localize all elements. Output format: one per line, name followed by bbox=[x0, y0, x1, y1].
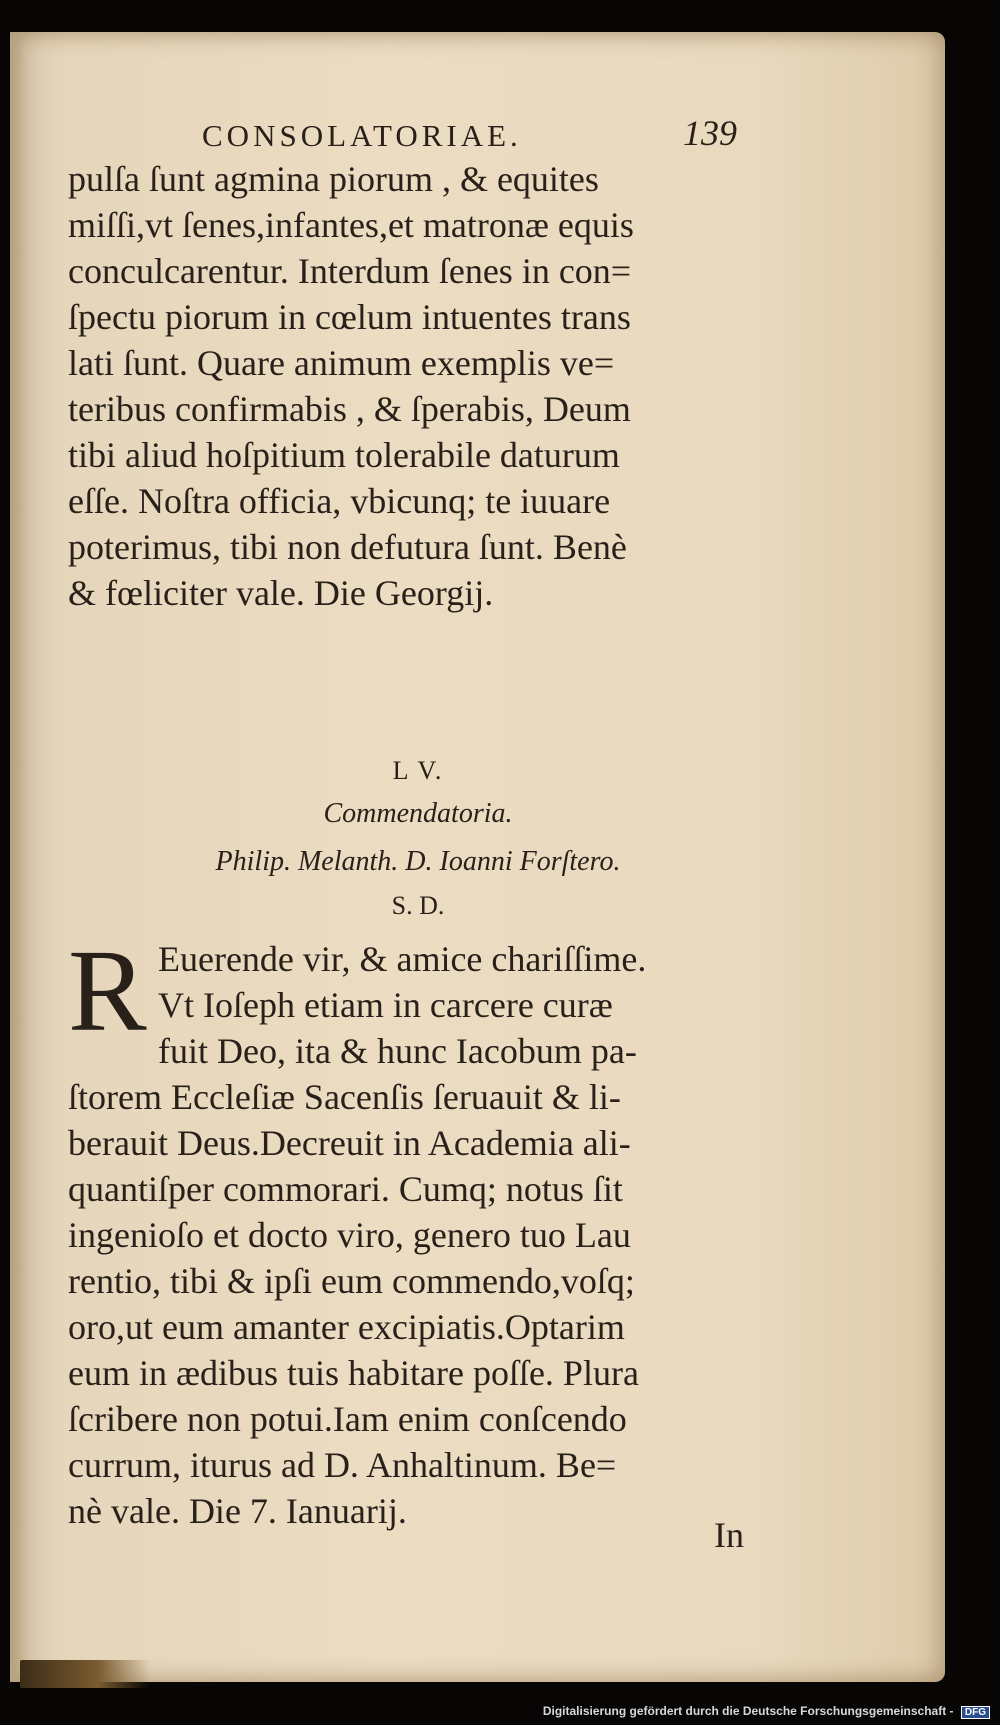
credit-text: Digitalisierung gefördert durch die Deutsche Forschungsgemeinschaft - bbox=[542, 1704, 954, 1718]
text-line: Euerende vir, & amice chariſſime. bbox=[158, 939, 647, 979]
text-line: Vt Ioſeph etiam in carcere curæ bbox=[158, 985, 613, 1025]
text-line: ſtorem Eccleſiæ Sacenſis ſeruauit & li- bbox=[68, 1077, 621, 1117]
text-line: miſſi,vt ſenes,infantes,et matronæ equis bbox=[68, 205, 634, 245]
text-line: conculcarentur. Interdum ſenes in con= bbox=[68, 251, 632, 291]
text-line: lati ſunt. Quare animum exemplis ve= bbox=[68, 343, 615, 383]
catchword: In bbox=[714, 1515, 744, 1555]
running-head: CONSOLATORIAE. bbox=[202, 118, 522, 153]
text-line: quantiſper commorari. Cumq; notus ſit bbox=[68, 1169, 623, 1209]
letter-address: Philip. Melanth. D. Ioanni Forſtero. bbox=[215, 846, 621, 877]
page-gutter-shadow bbox=[10, 32, 24, 1682]
text-line: currum, iturus ad D. Anhaltinum. Be= bbox=[68, 1445, 617, 1485]
page-text bbox=[68, 108, 768, 1555]
dfg-logo: DFG bbox=[961, 1706, 990, 1719]
text-line: nè vale. Die 7. Ianuarij. bbox=[68, 1491, 407, 1531]
text-line: eum in ædibus tuis habitare poſſe. Plura bbox=[68, 1353, 639, 1393]
digitization-credit bbox=[543, 1704, 990, 1719]
text-line: & fœliciter vale. Die Georgij. bbox=[68, 573, 494, 613]
previous-letter-end bbox=[68, 156, 768, 616]
letter-body bbox=[68, 925, 768, 1534]
letter-number: L V. bbox=[392, 756, 444, 785]
text-line: ſcribere non potui.Iam enim conſcendo bbox=[68, 1399, 627, 1439]
page-header bbox=[68, 108, 768, 156]
text-line: tibi aliud hoſpitium tolerabile daturum bbox=[68, 435, 620, 475]
text-line: teribus confirmabis , & ſperabis, Deum bbox=[68, 389, 631, 429]
text-line: ingenioſo et docto viro, genero tuo Lau bbox=[68, 1215, 631, 1255]
text-line: ſpectu piorum in cœlum intuentes trans bbox=[68, 297, 631, 337]
drop-cap: R bbox=[68, 925, 147, 1056]
text-line: poterimus, tibi non defutura ſunt. Benè bbox=[68, 527, 627, 567]
page-stain bbox=[20, 1660, 150, 1688]
letter-kind: Commendatoria. bbox=[323, 798, 513, 829]
text-line: fuit Deo, ita & hunc Iacobum pa- bbox=[158, 1031, 637, 1071]
text-line: rentio, tibi & ipſi eum commendo,voſq; bbox=[68, 1261, 635, 1301]
text-line: oro,ut eum amanter excipiatis.Optarim bbox=[68, 1307, 625, 1347]
page-number: 139 bbox=[683, 113, 737, 153]
text-line: berauit Deus.Decreuit in Academia ali- bbox=[68, 1123, 631, 1163]
text-line: eſſe. Noſtra officia, vbicunq; te iuuare bbox=[68, 481, 611, 521]
letter-salutation: S. D. bbox=[391, 891, 445, 920]
text-line: pulſa ſunt agmina piorum , & equites bbox=[68, 159, 599, 199]
